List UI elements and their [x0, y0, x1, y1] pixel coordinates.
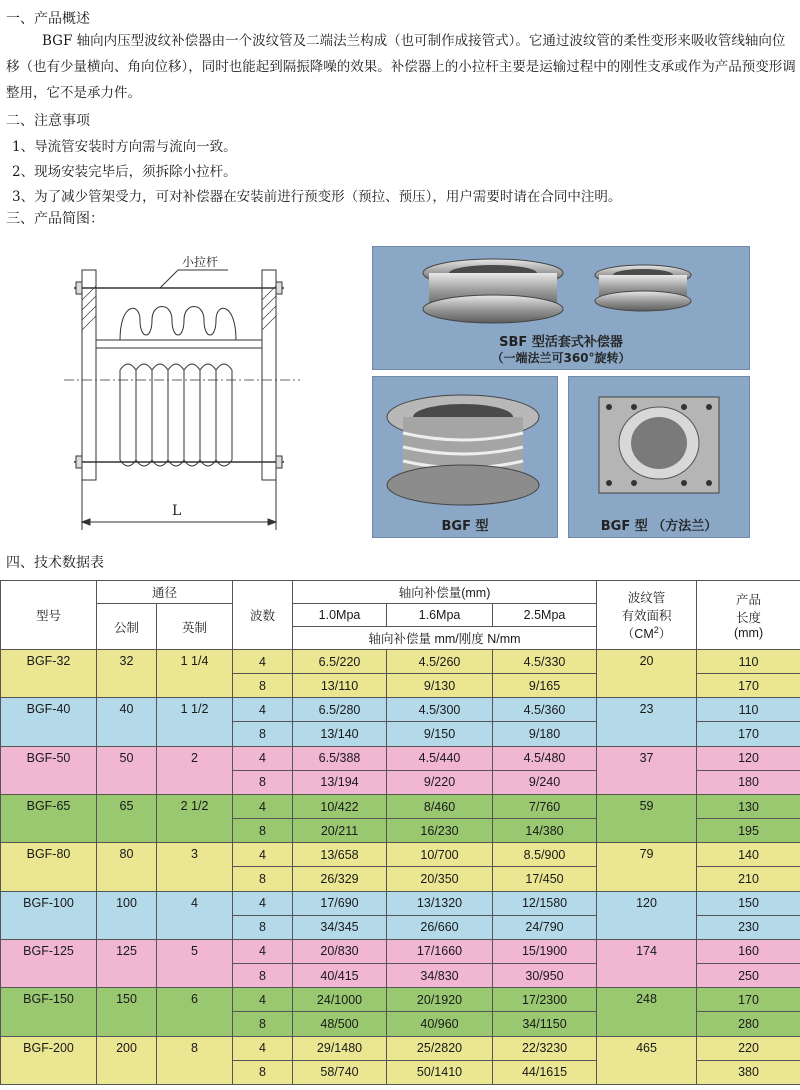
pressure-1-cell: 6.5/388 [293, 746, 387, 770]
pressure-2-cell: 25/2820 [387, 1036, 493, 1060]
diagram-heading: 三、产品简图： [6, 211, 104, 227]
pressure-3-cell: 34/1150 [493, 1012, 597, 1036]
pressure-1-cell: 40/415 [293, 964, 387, 988]
model-cell: BGF-100 [1, 891, 97, 939]
header-length-line3: (mm) [733, 626, 764, 640]
waves-cell: 4 [233, 939, 293, 963]
model-cell: BGF-80 [1, 843, 97, 891]
length-cell: 150 [697, 891, 800, 915]
length-cell: 230 [697, 915, 800, 939]
pressure-2-cell: 9/220 [387, 770, 493, 794]
overview-heading: 一、产品概述 [6, 11, 90, 27]
pressure-3-cell: 4.5/360 [493, 698, 597, 722]
pressure-1-cell: 6.5/280 [293, 698, 387, 722]
imperial-bore-cell: 5 [157, 939, 233, 987]
pressure-2-cell: 9/150 [387, 722, 493, 746]
header-imperial: 英制 [157, 604, 233, 650]
note-item: 2、现场安装完毕后，须拆除小拉杆。 [12, 164, 237, 180]
pressure-3-cell: 15/1900 [493, 939, 597, 963]
pressure-2-cell: 4.5/440 [387, 746, 493, 770]
pressure-3-cell: 17/450 [493, 867, 597, 891]
imperial-bore-cell: 3 [157, 843, 233, 891]
area-cell: 248 [597, 988, 697, 1036]
length-cell: 110 [697, 698, 800, 722]
note-item: 3、为了减少管架受力，可对补偿器在安装前进行预变形（预拉、预压），用户需要时请在合同中注明。 [12, 189, 622, 205]
pressure-3-cell: 22/3230 [493, 1036, 597, 1060]
table-row [1, 891, 800, 915]
header-pressure-1: 1.0Mpa [293, 604, 387, 627]
nominal-bore-cell: 40 [97, 698, 157, 746]
model-cell: BGF-150 [1, 988, 97, 1036]
table-row [1, 650, 800, 674]
waves-cell: 4 [233, 650, 293, 674]
waves-cell: 8 [233, 722, 293, 746]
pressure-2-cell: 10/700 [387, 843, 493, 867]
pressure-3-cell: 7/760 [493, 794, 597, 818]
pressure-2-cell: 20/350 [387, 867, 493, 891]
nominal-bore-cell: 100 [97, 891, 157, 939]
waves-cell: 8 [233, 867, 293, 891]
length-label: L [172, 503, 182, 519]
area-cell: 23 [597, 698, 697, 746]
header-area-line2: 有效面积 [621, 609, 672, 623]
pressure-1-cell: 13/658 [293, 843, 387, 867]
imperial-bore-cell: 1 1/4 [157, 650, 233, 698]
length-cell: 250 [697, 964, 800, 988]
length-cell: 195 [697, 819, 800, 843]
waves-cell: 4 [233, 891, 293, 915]
length-cell: 170 [697, 988, 800, 1012]
area-cell: 79 [597, 843, 697, 891]
pressure-1-cell: 34/345 [293, 915, 387, 939]
waves-cell: 4 [233, 698, 293, 722]
pressure-1-cell: 13/194 [293, 770, 387, 794]
pressure-1-cell: 6.5/220 [293, 650, 387, 674]
table-row [1, 746, 800, 770]
pressure-2-cell: 16/230 [387, 819, 493, 843]
header-area [597, 581, 697, 650]
table-row [1, 698, 800, 722]
area-cell: 120 [597, 891, 697, 939]
pressure-2-cell: 34/830 [387, 964, 493, 988]
expansion-joint-drawing [60, 240, 330, 540]
table-row [1, 939, 800, 963]
header-axial: 轴向补偿量(mm) [293, 581, 597, 604]
length-cell: 130 [697, 794, 800, 818]
area-cell: 20 [597, 650, 697, 698]
table-row [1, 843, 800, 867]
header-area-line1: 波纹管 [627, 591, 666, 605]
pressure-2-cell: 40/960 [387, 1012, 493, 1036]
overview-paragraph [6, 28, 796, 106]
nominal-bore-cell: 50 [97, 746, 157, 794]
length-cell: 160 [697, 939, 800, 963]
length-cell: 210 [697, 867, 800, 891]
imperial-bore-cell: 2 [157, 746, 233, 794]
waves-cell: 4 [233, 988, 293, 1012]
pressure-3-cell: 14/380 [493, 819, 597, 843]
waves-cell: 8 [233, 770, 293, 794]
pressure-2-cell: 20/1920 [387, 988, 493, 1012]
pressure-1-cell: 48/500 [293, 1012, 387, 1036]
length-cell: 280 [697, 1012, 800, 1036]
length-cell: 140 [697, 843, 800, 867]
imperial-bore-cell: 8 [157, 1036, 233, 1085]
model-cell: BGF-40 [1, 698, 97, 746]
bgf-caption: BGF 型 [441, 519, 489, 534]
pressure-2-cell: 8/460 [387, 794, 493, 818]
pressure-1-cell: 58/740 [293, 1060, 387, 1084]
sbf-product-photo [372, 246, 750, 370]
pressure-2-cell: 17/1660 [387, 939, 493, 963]
pressure-2-cell: 4.5/300 [387, 698, 493, 722]
waves-cell: 8 [233, 1012, 293, 1036]
area-cell: 174 [597, 939, 697, 987]
notes-heading: 二、注意事项 [6, 113, 90, 129]
length-cell: 180 [697, 770, 800, 794]
pressure-3-cell: 24/790 [493, 915, 597, 939]
length-cell: 120 [697, 746, 800, 770]
header-bore: 通径 [97, 581, 233, 604]
waves-cell: 4 [233, 1036, 293, 1060]
header-axial-sub: 轴向补偿量 mm/刚度 N/mm [293, 627, 597, 650]
nominal-bore-cell: 32 [97, 650, 157, 698]
imperial-bore-cell: 4 [157, 891, 233, 939]
header-pressure-2: 1.6Mpa [387, 604, 493, 627]
nominal-bore-cell: 150 [97, 988, 157, 1036]
waves-cell: 8 [233, 915, 293, 939]
header-area-line3-end: ） [658, 627, 672, 641]
waves-cell: 8 [233, 674, 293, 698]
pressure-2-cell: 4.5/260 [387, 650, 493, 674]
bgf-square-caption: BGF 型 （方法兰） [600, 519, 718, 534]
pressure-3-cell: 17/2300 [493, 988, 597, 1012]
model-cell: BGF-32 [1, 650, 97, 698]
pressure-2-cell: 26/660 [387, 915, 493, 939]
nominal-bore-cell: 125 [97, 939, 157, 987]
waves-cell: 8 [233, 819, 293, 843]
pressure-3-cell: 44/1615 [493, 1060, 597, 1084]
waves-cell: 4 [233, 746, 293, 770]
nominal-bore-cell: 80 [97, 843, 157, 891]
model-cell: BGF-125 [1, 939, 97, 987]
bgf-square-joint-image [569, 377, 749, 537]
bgf-product-photo [372, 376, 558, 538]
length-cell: 170 [697, 674, 800, 698]
imperial-bore-cell: 1 1/2 [157, 698, 233, 746]
pressure-2-cell: 50/1410 [387, 1060, 493, 1084]
bgf-square-product-photo [568, 376, 750, 538]
sbf-caption-line2: （一端法兰可360°旋转） [491, 351, 631, 365]
note-item: 1、导流管安装时方向需与流向一致。 [12, 139, 237, 155]
header-waves: 波数 [233, 581, 293, 650]
model-cell: BGF-200 [1, 1036, 97, 1085]
pressure-1-cell: 29/1480 [293, 1036, 387, 1060]
length-cell: 170 [697, 722, 800, 746]
pressure-3-cell: 4.5/330 [493, 650, 597, 674]
header-length-line1: 产品 [736, 593, 762, 607]
area-cell: 37 [597, 746, 697, 794]
header-pressure-3: 2.5Mpa [493, 604, 597, 627]
tie-rod-label: 小拉杆 [182, 255, 219, 269]
nominal-bore-cell: 65 [97, 794, 157, 842]
spec-table [0, 580, 800, 1085]
header-model: 型号 [1, 581, 97, 650]
pressure-2-cell: 9/130 [387, 674, 493, 698]
pressure-1-cell: 20/830 [293, 939, 387, 963]
pressure-1-cell: 13/110 [293, 674, 387, 698]
table-row [1, 1036, 800, 1060]
waves-cell: 8 [233, 964, 293, 988]
pressure-3-cell: 12/1580 [493, 891, 597, 915]
waves-cell: 8 [233, 1060, 293, 1084]
length-cell: 380 [697, 1060, 800, 1084]
pressure-3-cell: 9/240 [493, 770, 597, 794]
bgf-joint-image [373, 377, 557, 537]
pressure-1-cell: 17/690 [293, 891, 387, 915]
area-cell: 465 [597, 1036, 697, 1085]
header-area-line3: （CM [621, 627, 654, 641]
nominal-bore-cell: 200 [97, 1036, 157, 1085]
imperial-bore-cell: 6 [157, 988, 233, 1036]
length-cell: 110 [697, 650, 800, 674]
header-length [697, 581, 800, 650]
table-row [1, 794, 800, 818]
header-area-sup: 2 [653, 624, 659, 635]
imperial-bore-cell: 2 1/2 [157, 794, 233, 842]
table-heading: 四、技术数据表 [6, 555, 104, 571]
table-row [1, 988, 800, 1012]
pressure-3-cell: 8.5/900 [493, 843, 597, 867]
overview-text: BGF 轴向内压型波纹补偿器由一个波纹管及二端法兰构成（也可制作成接管式）。它通过波纹管的柔性变形来吸收管线轴向位移（也有少量横向、角向位移），同时也能起到隔振降噪的效果。补偿器上的小拉杆主要是运输过程中的刚性支承或作为产品预变形调整用，它不是承力件。 [6, 33, 796, 101]
pressure-1-cell: 26/329 [293, 867, 387, 891]
waves-cell: 4 [233, 794, 293, 818]
pressure-1-cell: 10/422 [293, 794, 387, 818]
length-cell: 220 [697, 1036, 800, 1060]
sbf-caption-line1: SBF 型活套式补偿器 [499, 335, 623, 350]
header-length-line2: 长度 [736, 611, 762, 625]
pressure-3-cell: 9/180 [493, 722, 597, 746]
waves-cell: 4 [233, 843, 293, 867]
model-cell: BGF-65 [1, 794, 97, 842]
pressure-3-cell: 9/165 [493, 674, 597, 698]
pressure-1-cell: 13/140 [293, 722, 387, 746]
model-cell: BGF-50 [1, 746, 97, 794]
pressure-1-cell: 20/211 [293, 819, 387, 843]
pressure-3-cell: 4.5/480 [493, 746, 597, 770]
area-cell: 59 [597, 794, 697, 842]
header-nominal: 公制 [97, 604, 157, 650]
pressure-3-cell: 30/950 [493, 964, 597, 988]
pressure-1-cell: 24/1000 [293, 988, 387, 1012]
pressure-2-cell: 13/1320 [387, 891, 493, 915]
